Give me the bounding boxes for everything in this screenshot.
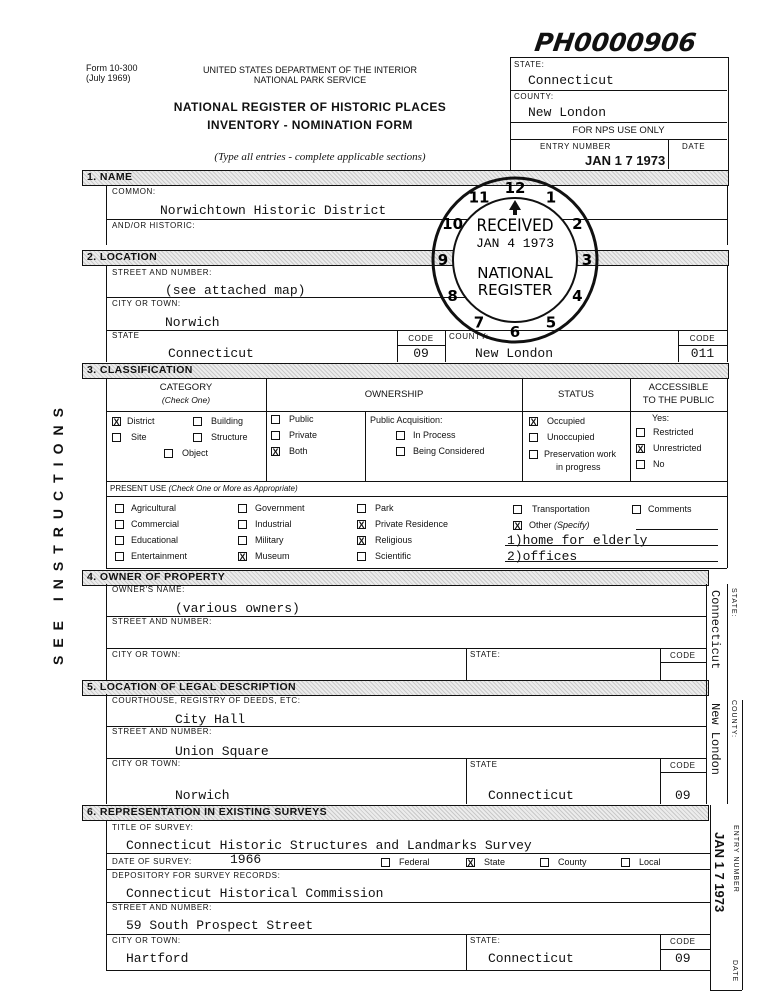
category-site-checkbox[interactable] [112, 433, 121, 442]
stamp-clock-number: 7 [473, 313, 485, 332]
depository-street-label: STREET AND NUMBER: [112, 903, 212, 912]
stamp-national: NATIONAL [477, 264, 553, 282]
access-restricted-checkbox[interactable] [636, 428, 645, 437]
level-federal-label: Federal [399, 857, 430, 867]
stamp-clock-number: 1 [545, 188, 557, 207]
stamp-clock-number: 10 [442, 215, 464, 233]
code-label: CODE [408, 334, 434, 343]
form-date: (July 1969) [86, 73, 131, 83]
use-park-label: Park [375, 503, 394, 513]
use-transportation-checkbox[interactable] [513, 505, 522, 514]
ownership-private-label: Private [289, 430, 318, 440]
legal-state-value: Connecticut [488, 788, 574, 803]
legal-street-label: STREET AND NUMBER: [112, 727, 212, 736]
level-state-label: State [484, 857, 506, 867]
category-structure-label: Structure [211, 432, 248, 442]
stamp-clock-number: 2 [572, 215, 583, 233]
depository-state-label: STATE: [470, 936, 501, 945]
depository-code-value: 09 [675, 951, 691, 966]
acquisition-in-process-checkbox[interactable] [396, 431, 405, 440]
instructions: (Type all entries - complete applicable sections) [214, 151, 426, 163]
access-no-label: No [653, 459, 665, 469]
other-use-2: 2)offices [507, 549, 578, 564]
level-federal-checkbox[interactable] [381, 858, 390, 867]
nps-use-label: FOR NPS USE ONLY [572, 125, 665, 136]
margin-state-value: Connecticut [708, 590, 722, 670]
level-state-checkbox[interactable]: X [467, 858, 474, 868]
legal-code-value: 09 [675, 788, 691, 803]
stamp-clock-number: 9 [437, 251, 449, 269]
historic-label: AND/OR HISTORIC: [112, 221, 196, 230]
street-value: (see attached map) [165, 283, 306, 298]
stamp-received: RECEIVED [476, 216, 554, 236]
legal-state-label: STATE [470, 760, 498, 769]
owner-city-label: CITY OR TOWN: [112, 650, 181, 659]
use-religious-label: Religious [375, 535, 413, 545]
use-commercial-checkbox[interactable] [115, 520, 124, 529]
depository-city-label: CITY OR TOWN: [112, 936, 181, 945]
margin-date-label: DATE [731, 960, 738, 983]
check-one-label: (Check One) [161, 395, 211, 405]
margin-county-value: New London [708, 703, 722, 776]
level-county-checkbox[interactable] [540, 858, 549, 867]
level-local-label: Local [639, 857, 661, 867]
section-5-header [82, 680, 709, 696]
access-label-1: ACCESSIBLE [648, 382, 709, 393]
use-government-checkbox[interactable] [238, 504, 247, 513]
legal-city-label: CITY OR TOWN: [112, 759, 181, 768]
owner-name-label: OWNER'S NAME: [112, 585, 185, 594]
header-state-label: STATE: [514, 60, 545, 69]
use-comments-checkbox[interactable] [632, 505, 641, 514]
section-4-header [82, 570, 709, 586]
owner-code-label: CODE [670, 651, 696, 660]
state-value: Connecticut [168, 346, 254, 361]
status-preservation-label: Preservation work [544, 449, 617, 459]
ownership-both-label: Both [289, 446, 308, 456]
use-scientific-label: Scientific [375, 551, 412, 561]
use-comments-label: Comments [648, 504, 692, 514]
use-agricultural-label: Agricultural [131, 503, 177, 513]
access-restricted-label: Restricted [653, 427, 694, 437]
category-label: CATEGORY [159, 382, 213, 393]
category-object-checkbox[interactable] [164, 449, 173, 458]
stamp-register: REGISTER [477, 281, 553, 299]
received-stamp [430, 175, 600, 345]
depository-code-label: CODE [670, 937, 696, 946]
use-entertainment-checkbox[interactable] [115, 552, 124, 561]
use-government-label: Government [255, 503, 305, 513]
survey-date-value: 1966 [230, 852, 262, 867]
header-state: Connecticut [528, 73, 614, 88]
use-other-checkbox[interactable]: X [514, 521, 521, 531]
acquisition-in-process-label: In Process [413, 430, 456, 440]
survey-title-label: TITLE OF SURVEY: [112, 823, 194, 832]
use-educational-checkbox[interactable] [115, 536, 124, 545]
survey-date-label: DATE OF SURVEY: [112, 857, 192, 866]
use-military-checkbox[interactable] [238, 536, 247, 545]
depository-value: Connecticut Historical Commission [126, 886, 384, 901]
status-unoccupied-label: Unoccupied [547, 432, 595, 442]
stamp-clock-number: 12 [504, 179, 526, 197]
stamp-clock-number: 3 [581, 251, 593, 269]
ownership-public-checkbox[interactable] [271, 415, 280, 424]
depository-city-value: Hartford [126, 951, 189, 966]
access-unrestricted-checkbox[interactable]: X [637, 444, 644, 454]
stamp-id: PH0000906 [532, 28, 699, 57]
category-district-checkbox[interactable]: X [113, 417, 120, 427]
use-other-label [529, 520, 590, 530]
owner-state-label: STATE: [470, 650, 501, 659]
county-label: COUNTY: [449, 332, 489, 341]
present-use-heading [110, 484, 298, 493]
use-educational-label: Educational [131, 535, 179, 545]
section-3-title: 3. CLASSIFICATION [87, 364, 193, 376]
use-commercial-label: Commercial [131, 519, 180, 529]
ownership-both-checkbox[interactable]: X [272, 447, 279, 457]
category-district-label: District [127, 416, 155, 426]
use-religious-checkbox[interactable]: X [358, 536, 365, 546]
courthouse-label: COURTHOUSE, REGISTRY OF DEEDS, ETC: [112, 696, 301, 705]
section-3-header [82, 363, 729, 379]
margin-state-label: STATE: [730, 588, 737, 618]
acquisition-considered-checkbox[interactable] [396, 447, 405, 456]
status-label: STATUS [557, 389, 595, 400]
use-industrial-checkbox[interactable] [238, 520, 247, 529]
legal-street-value: Union Square [175, 744, 269, 759]
section-6-title: 6. REPRESENTATION IN EXISTING SURVEYS [87, 806, 328, 818]
use-military-label: Military [255, 535, 284, 545]
category-object-label: Object [182, 448, 209, 458]
section-5-title: 5. LOCATION OF LEGAL DESCRIPTION [87, 681, 297, 693]
use-other-text: Other [529, 520, 552, 530]
street-label: STREET AND NUMBER: [112, 268, 212, 277]
depository-state-value: Connecticut [488, 951, 574, 966]
use-other-specify: (Specify) [554, 520, 590, 530]
common-name: Norwichtown Historic District [160, 203, 387, 218]
department: UNITED STATES DEPARTMENT OF THE INTERIOR [202, 65, 418, 75]
city-value: Norwich [165, 315, 220, 330]
courthouse-value: City Hall [175, 712, 246, 727]
ownership-private-checkbox[interactable] [271, 431, 280, 440]
status-occupied-label: Occupied [547, 416, 586, 426]
form-id: Form 10-300 [86, 63, 138, 73]
status-unoccupied-checkbox[interactable] [529, 433, 538, 442]
section-2-title: 2. LOCATION [87, 251, 158, 263]
category-building-checkbox[interactable] [193, 417, 202, 426]
ownership-public-label: Public [289, 414, 314, 424]
section-4-title: 4. OWNER OF PROPERTY [87, 571, 226, 583]
section-2-header [82, 250, 729, 266]
level-local-checkbox[interactable] [621, 858, 630, 867]
form-title: NATIONAL REGISTER OF HISTORIC PLACES [173, 100, 447, 114]
survey-title-value: Connecticut Historic Structures and Landmarks Survey [126, 838, 532, 853]
form-subtitle: INVENTORY - NOMINATION FORM [207, 118, 413, 132]
stamp-clock-number: 6 [509, 323, 521, 341]
section-1-header [82, 170, 729, 186]
owner-name: (various owners) [175, 601, 300, 616]
margin-entry-value: JAN 1 7 1973 [712, 832, 727, 913]
acquisition-label: Public Acquisition: [370, 415, 443, 425]
stamp-clock-number: 4 [572, 287, 583, 305]
section-6-header [82, 805, 709, 821]
legal-city-value: Norwich [175, 788, 230, 803]
header-county-label: COUNTY: [514, 92, 554, 101]
margin-entry-label: ENTRY NUMBER [732, 825, 739, 893]
section-1-title: 1. NAME [87, 171, 133, 183]
stamp-date: JAN 4 1973 [475, 236, 555, 251]
use-transportation-label: Transportation [532, 504, 590, 514]
status-occupied-checkbox[interactable]: X [530, 417, 537, 427]
use-entertainment-label: Entertainment [131, 551, 188, 561]
use-scientific-checkbox[interactable] [357, 552, 366, 561]
date-label: DATE [682, 142, 706, 151]
access-no-checkbox[interactable] [636, 460, 645, 469]
use-museum-label: Museum [255, 551, 290, 561]
side-instructions: SEE INSTRUCTIONS [50, 400, 66, 665]
stamp-clock-number: 5 [545, 313, 557, 332]
acquisition-considered-label: Being Considered [413, 446, 485, 456]
category-site-label: Site [131, 432, 147, 442]
other-use-1: 1)home for elderly [507, 533, 648, 548]
use-private-residence-label: Private Residence [375, 519, 449, 529]
common-label: COMMON: [112, 187, 156, 196]
legal-code-label: CODE [670, 761, 696, 770]
state-label: STATE [112, 331, 140, 340]
present-use-label: PRESENT USE [110, 484, 167, 493]
header-county: New London [528, 105, 607, 120]
margin-county-label: COUNTY: [730, 700, 737, 739]
use-industrial-label: Industrial [255, 519, 292, 529]
access-label-2: TO THE PUBLIC [642, 395, 715, 406]
stamp-clock-number: 8 [447, 287, 458, 305]
entry-date: JAN 1 7 1973 [585, 153, 666, 168]
code-value: 09 [413, 346, 429, 361]
ownership-label: OWNERSHIP [364, 389, 424, 400]
use-park-checkbox[interactable] [357, 504, 366, 513]
depository-label: DEPOSITORY FOR SURVEY RECORDS: [112, 871, 281, 880]
depository-street-value: 59 South Prospect Street [126, 918, 314, 933]
code2-value: 011 [690, 346, 715, 361]
level-county-label: County [558, 857, 587, 867]
county-value: New London [475, 346, 554, 361]
category-building-label: Building [211, 416, 244, 426]
city-label: CITY OR TOWN: [112, 299, 181, 308]
status-preservation-checkbox[interactable] [529, 450, 538, 459]
use-private-residence-checkbox[interactable]: X [358, 520, 365, 530]
use-museum-checkbox[interactable]: X [239, 552, 246, 562]
access-yes-label: Yes: [652, 413, 670, 423]
owner-street-label: STREET AND NUMBER: [112, 617, 212, 626]
present-use-note: (Check One or More as Appropriate) [168, 484, 298, 493]
code2-label: CODE [689, 334, 716, 343]
stamp-clock-number: 11 [468, 188, 490, 207]
use-agricultural-checkbox[interactable] [115, 504, 124, 513]
access-unrestricted-label: Unrestricted [653, 443, 702, 453]
service: NATIONAL PARK SERVICE [253, 75, 367, 85]
category-structure-checkbox[interactable] [193, 433, 202, 442]
status-in-progress: in progress [556, 462, 601, 472]
entry-number-label: ENTRY NUMBER [540, 142, 611, 151]
